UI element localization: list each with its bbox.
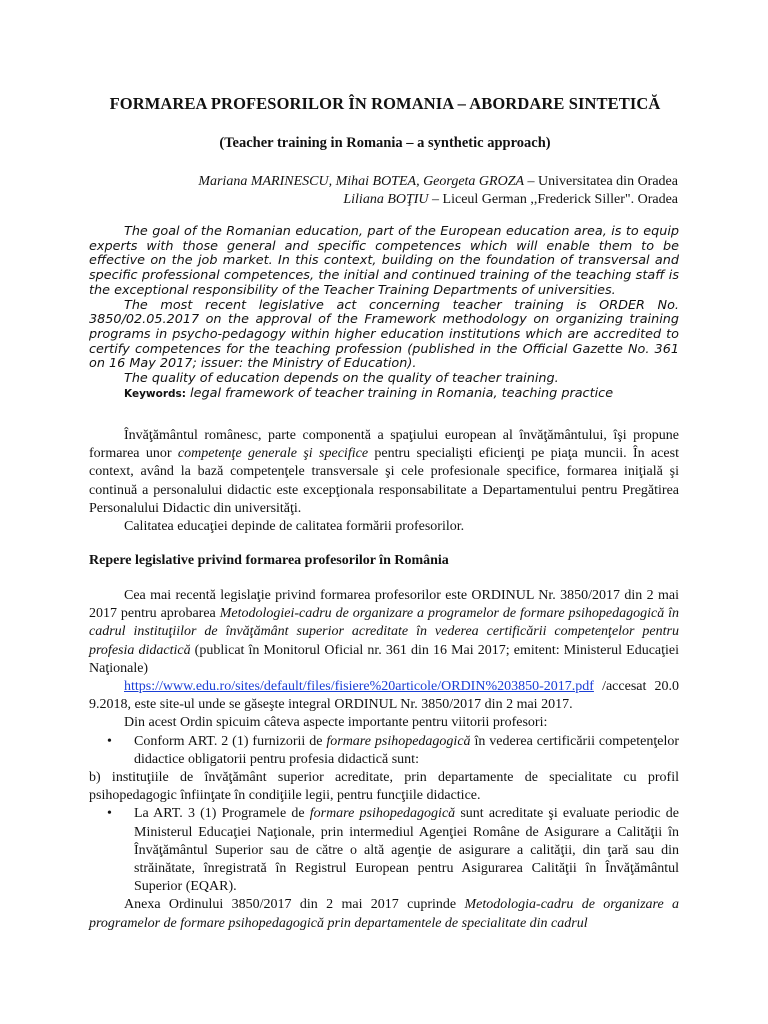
annex-text-a: Anexa Ordinului 3850/2017 din 2 mai 2017 cuprinde xyxy=(124,897,465,913)
intro-paragraph-2: Calitatea educaţiei depinde de calitatea formării profesorilor. xyxy=(124,519,465,535)
legislation-text-b: (publicat în Monitorul Oficial nr. 361 din 16 Mai 2017; emitent: Ministerul Educaţiei Naţionale) xyxy=(89,642,679,676)
bullet2-text-a: La ART. 3 (1) Programele de xyxy=(134,806,310,822)
author-name-2: Liliana BOŢIU xyxy=(343,192,429,207)
bullet-item-art2 xyxy=(89,733,679,769)
legislation-emphasis: Metodologiei-cadru de organizare a programelor de formare psihopedagogică în cadrul instituţiilor de învăţământ superior acreditate în vederea certificării competenţelor pentru profesia didactică xyxy=(89,606,680,658)
order-link-paragraph xyxy=(89,678,679,714)
legislation-paragraph-2: Din acest Ordin spicuim câteva aspecte importante pentru viitorii profesori: xyxy=(124,715,548,731)
keywords-line xyxy=(89,387,679,402)
annex-paragraph xyxy=(89,896,679,932)
bullet-marker: • xyxy=(107,806,112,822)
affiliation-1: – Universitatea din Oradea xyxy=(524,174,678,189)
abstract xyxy=(89,225,679,401)
abstract-paragraph-3: The quality of education depends on the quality of teacher training. xyxy=(124,371,559,387)
legislation-paragraph-1 xyxy=(89,587,679,678)
paper-title: FORMAREA PROFESORILOR ÎN ROMANIA – ABORDARE SINTETICĂ xyxy=(109,94,661,113)
intro-paragraph-1 xyxy=(89,427,679,518)
keywords-text: legal framework of teacher training in Romania, teaching practice xyxy=(185,385,614,401)
affiliation-2: – Liceul German ,,Frederick Siller". Oradea xyxy=(428,192,678,207)
intro-section xyxy=(89,427,679,536)
author-names-1: Mariana MARINESCU, Mihai BOTEA, Georgeta GROZA xyxy=(198,174,525,189)
section-heading: Repere legislative privind formarea profesorilor în România xyxy=(89,553,449,568)
intro-emphasis: competenţe generale şi specifice xyxy=(177,446,369,462)
legislation-section xyxy=(89,587,679,933)
abstract-paragraph-2: The most recent legislative act concerning teacher training is ORDER No. 3850/02.05.2017 on the approval of the Framework methodology on organizing training programs in psycho-pedagogy within higher education institutions which are accredited to certify competences for the teaching profession (published in the Official Gazette No. 361 on 16 May 2017; issuer: the Ministry of Education). xyxy=(89,297,679,372)
authors-block xyxy=(78,173,678,209)
order-link[interactable]: https://www.edu.ro/sites/default/files/fisiere%20articole/ORDIN%203850-2017.pdf xyxy=(124,679,594,695)
bullet2-emphasis: formare psihopedagogică xyxy=(309,806,456,822)
intro-text-a: Învăţământul românesc, parte componentă a spaţiului european al învăţământului, îşi propune formarea unor xyxy=(89,428,679,462)
bullet1-emphasis: formare psihopedagogică xyxy=(326,733,471,749)
bullet2-text-b: sunt acreditate şi evaluate periodic de Ministerul Educaţiei Naţionale, prin intermediul Agenţiei Române de Asigurare a Calităţii în Învăţământul Superior sau de către o altă agenţie de asigurare a calităţii, din ţară sau din străinătate, înregistrată în Registrul European pentru Asigurarea Calităţii în Învăţământul Superior (EQAR). xyxy=(134,806,679,895)
intro-text-b: pentru specialişti eficienţi pe piaţa muncii. În acest context, având la bază competenţele transversale şi cele profesionale specifice, formarea iniţială şi continuă a personalului didactic este excepţionala responsabilitate a Departamentului pentru Pregătirea Personalului Didactic din universităţi. xyxy=(89,446,679,516)
bullet-marker: • xyxy=(107,733,112,749)
bullet1-text-a: Conform ART. 2 (1) furnizorii de xyxy=(134,733,327,749)
order-link-note: /accesat 20.09.2018, este site-ul unde se găseşte integral ORDINUL Nr. 3850/2017 din 2 mai 2017. xyxy=(89,679,679,713)
bullet1-text-b: în vederea certificării competenţelor didactice obligatorii pentru profesia didactică sunt: xyxy=(134,733,679,767)
item-b: b) instituţiile de învăţământ superior acreditate, prin departamente de specialitate cu profil psihopedagogic înfiinţate în condiţiile legii, pentru funcţiile didactice. xyxy=(89,770,679,804)
bullet-item-art3 xyxy=(89,805,679,896)
annex-emphasis: Metodologia-cadru de organizare a programelor de formare psihopedagogică prin departamentele de specialitate din cadrul xyxy=(89,897,680,931)
legislation-text-a: Cea mai recentă legislaţie privind formarea profesorilor este ORDINUL Nr. 3850/2017 din 2 mai 2017 pentru aprobarea xyxy=(89,588,679,622)
paper-subtitle: (Teacher training in Romania – a synthetic approach) xyxy=(219,135,551,151)
authors-line-2 xyxy=(78,191,678,209)
authors-line-1 xyxy=(78,173,678,191)
abstract-paragraph-1: The goal of the Romanian education, part of the European education area, is to equip experts with those general and specific competences which will enable them to be effective on the job market. In this context, building on the foundation of transversal and specific professional competences, the initial and continued training of the teaching staff is the exceptional responsibility of the Teacher Training Departments of universities. xyxy=(89,224,679,298)
keywords-label: Keywords: xyxy=(124,387,186,400)
